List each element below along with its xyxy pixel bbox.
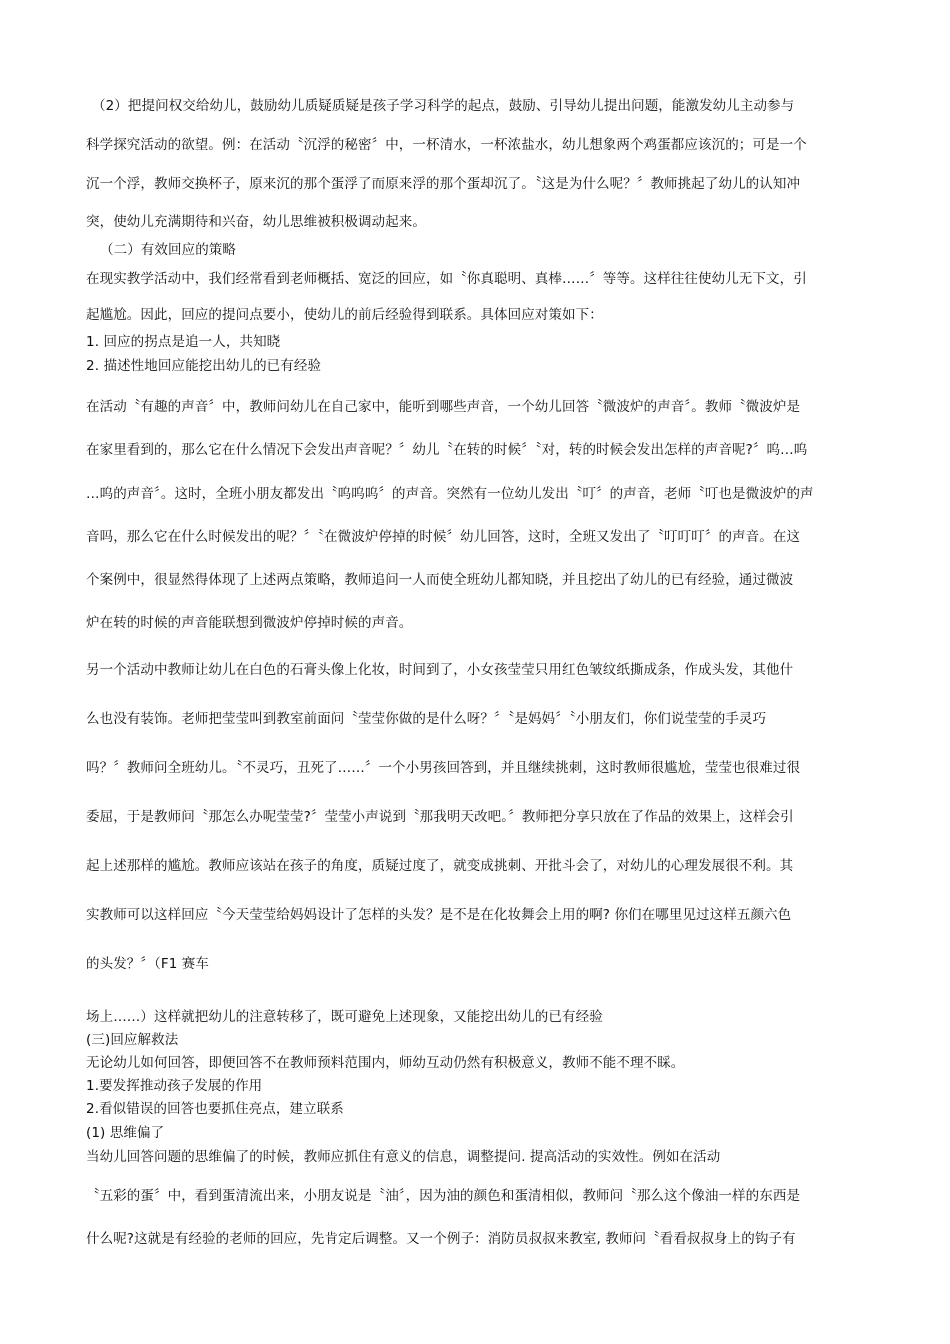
paragraph-line: 科学探究活动的欲望。例：在活动〝沉浮的秘密〞中，一杯清水，一杯浓盐水，幼儿想象两个鸡蛋都应该沉的；可是一个 bbox=[86, 137, 807, 153]
paragraph-line: 么也没有装饰。老师把莹莹叫到教室前面问〝莹莹你做的是什么呀？〞〝是妈妈〞〝小朋友们，你们说莹莹的手灵巧 bbox=[86, 711, 767, 727]
list-item: 2.看似错误的回答也要抓住亮点，建立联系 bbox=[86, 1101, 344, 1117]
paragraph-line: 起尴尬。因此，回应的提问点要小，使幼儿的前后经验得到联系。具体回应对策如下： bbox=[86, 307, 603, 323]
list-item: (1) 思维偏了 bbox=[86, 1125, 165, 1141]
paragraph-line: …呜的声音〞。这时，全班小朋友都发出〝呜呜呜〞的声音。突然有一位幼儿发出〝叮〞的声音，老师〝叮也是微波炉的声 bbox=[86, 486, 814, 502]
paragraph-line: 个案例中，很显然得体现了上述两点策略，教师追问一人而使全班幼儿都知晓，并且挖出了幼儿的已有经验，通过微波 bbox=[86, 572, 794, 588]
paragraph-line: 的头发？〞（F1 赛车 bbox=[86, 956, 209, 972]
paragraph-line: 沉一个浮，教师交换杯子，原来沉的那个蛋浮了而原来浮的那个蛋却沉了。〝这是为什么呢？〞教师挑起了幼儿的认知冲 bbox=[86, 176, 801, 192]
paragraph-line: 炉在转的时候的声音能联想到微波炉停掉时候的声音。 bbox=[86, 615, 413, 631]
paragraph-line: 突，使幼儿充满期待和兴奋，幼儿思维被积极调动起来。 bbox=[86, 214, 426, 230]
paragraph-line: 当幼儿回答问题的思维偏了的时候，教师应抓住有意义的信息，调整提问. 提高活动的实效性。例如在活动 bbox=[86, 1149, 721, 1165]
paragraph-line: 在现实教学活动中，我们经常看到老师概括、宽泛的回应，如〝你真聪明、真棒……〞等等。这样往往使幼儿无下文，引 bbox=[86, 271, 807, 287]
paragraph-line: 场上……）这样就把幼儿的注意转移了，既可避免上述现象，又能挖出幼儿的已有经验 bbox=[86, 1009, 603, 1025]
paragraph-line: 另一个活动中教师让幼儿在白色的石膏头像上化妆，时间到了，小女孩莹莹只用红色皱纹纸撕成条，作成头发，其他什 bbox=[86, 662, 794, 678]
paragraph-line: 音吗，那么它在什么时候发出的呢？〞〝在微波炉停掉的时候〞幼儿回答，这时，全班又发出了〝叮叮叮〞的声音。在这 bbox=[86, 529, 801, 545]
paragraph-line: 委屈，于是教师问〝那怎么办呢莹莹?〞莹莹小声说到〝那我明天改吧。〞教师把分享只放在了作品的效果上，这样会引 bbox=[86, 809, 794, 825]
paragraph-line: 吗？〞教师问全班幼儿。〝不灵巧，丑死了……〞一个小男孩回答到，并且继续挑刺，这时教师很尴尬，莹莹也很难过很 bbox=[86, 760, 801, 776]
section-heading: （二）有效回应的策略 bbox=[100, 242, 236, 258]
paragraph-line: （2）把提问权交给幼儿，鼓励幼儿质疑质疑是孩子学习科学的起点，鼓励、引导幼儿提出问题，能激发幼儿主动参与 bbox=[92, 98, 795, 114]
paragraph-line: 无论幼儿如何回答，即便回答不在教师预料范围内，师幼互动仍然有积极意义，教师不能不理不睬。 bbox=[86, 1055, 685, 1071]
list-item: 1. 回应的拐点是追一人，共知晓 bbox=[86, 334, 281, 350]
list-item: 1.要发挥推动孩子发展的作用 bbox=[86, 1078, 263, 1094]
paragraph-line: 什么呢?这就是有经验的老师的回应，先肯定后调整。又一个例子：消防员叔叔来教室, 教师问〝看看叔叔身上的钩子有 bbox=[86, 1231, 796, 1247]
paragraph-line: 〝五彩的蛋〞中，看到蛋清流出来，小朋友说是〝油〞，因为油的颜色和蛋清相似，教师问〝那么这个像油一样的东西是 bbox=[86, 1188, 801, 1204]
paragraph-line: 起上述那样的尴尬。教师应该站在孩子的角度，质疑过度了，就变成挑刺、开批斗会了，对幼儿的心理发展很不利。其 bbox=[86, 858, 794, 874]
paragraph-line: 在家里看到的，那么它在什么情况下会发出声音呢？〞幼儿〝在转的时候〞〝对，转的时候会发出怎样的声音呢?〞呜…呜 bbox=[86, 442, 808, 458]
list-item: 2. 描述性地回应能挖出幼儿的已有经验 bbox=[86, 358, 322, 374]
paragraph-line: 实教师可以这样回应〝今天莹莹给妈妈设计了怎样的头发？是不是在化妆舞会上用的啊? 你们在哪里见过这样五颜六色 bbox=[86, 907, 792, 923]
paragraph-line: 在活动〝有趣的声音〞中，教师问幼儿在自己家中，能听到哪些声音，一个幼儿回答〝微波炉的声音〞。教师〝微波炉是 bbox=[86, 399, 801, 415]
section-heading: (三)回应解救法 bbox=[86, 1032, 179, 1048]
